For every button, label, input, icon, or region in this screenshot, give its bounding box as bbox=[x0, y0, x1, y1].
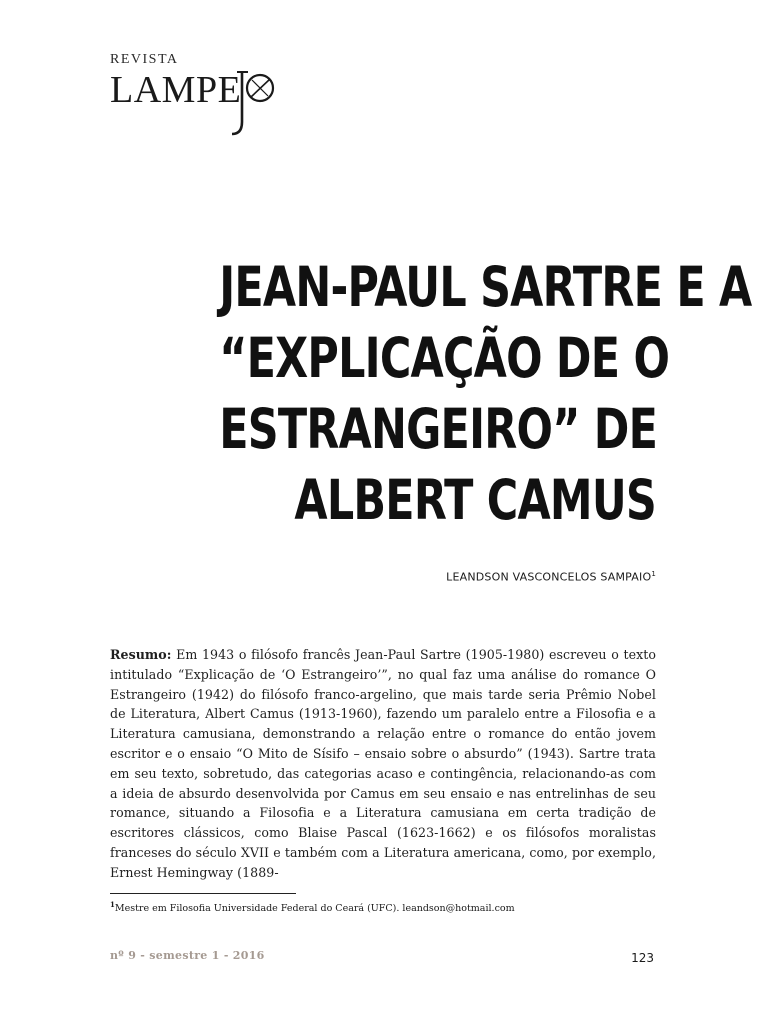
svg-text:LAMPE: LAMPE bbox=[110, 69, 242, 111]
footnote bbox=[110, 900, 515, 914]
footnote-mark: 1 bbox=[110, 900, 115, 909]
title-line: ESTRANGEIRO” DE bbox=[219, 397, 658, 461]
abstract-text: Em 1943 o filósofo francês Jean-Paul Sartre (1905-1980) escreveu o texto intitulado “Explicação de ‘O Estrangeiro’”, no qual faz uma análise do romance O Estrangeiro (1942) do filósofo franco-argelino, que mais tarde seria Prêmio Nobel de Literatura, Albert Camus (1913-1960), fazendo um paralelo entre a Filosofia e a Literatura camusiana, demonstrando a relação entre o romance do então jovem escritor e o ensaio “O Mito de Sísifo – ensaio sobre o absurdo” (1943). Sartre trata em seu texto, sobretudo, das categorias acaso e contingência, relacionando-as com a ideia de absurdo desenvolvida por Camus em seu ensaio e nas entrelinhas de seu romance, situando a Filosofia e a Literatura camusiana em certa tradição de escritores clássicos, como Blaise Pascal (1623-1662) e os filósofos moralistas franceses do século XVII e também com a Literatura americana, como, por exemplo, Ernest Hemingway (1889- bbox=[110, 647, 656, 880]
author-name-text: LEANDSON VASCONCELOS SAMPAIO bbox=[446, 570, 652, 584]
page-number: 123 bbox=[631, 951, 654, 965]
journal-logo bbox=[110, 52, 280, 142]
footnote-text: Mestre em Filosofia Universidade Federal do Ceará (UFC). leandson@hotmail.com bbox=[114, 903, 515, 915]
issue-info: nº 9 - semestre 1 - 2016 bbox=[110, 949, 265, 962]
author-footnote-mark: 1 bbox=[651, 570, 656, 578]
logo-revista-text: REVISTA bbox=[110, 52, 179, 67]
article-title bbox=[219, 252, 752, 536]
abstract bbox=[110, 645, 656, 883]
logo-wordmark-icon bbox=[110, 52, 280, 142]
title-line: ALBERT CAMUS bbox=[294, 468, 656, 532]
author-name bbox=[446, 570, 656, 584]
title-line: JEAN-PAUL SARTRE E A bbox=[219, 255, 752, 319]
footnote-divider bbox=[110, 893, 296, 894]
title-line: “EXPLICAÇÃO DE O bbox=[219, 326, 670, 390]
abstract-label: Resumo: bbox=[110, 647, 172, 662]
